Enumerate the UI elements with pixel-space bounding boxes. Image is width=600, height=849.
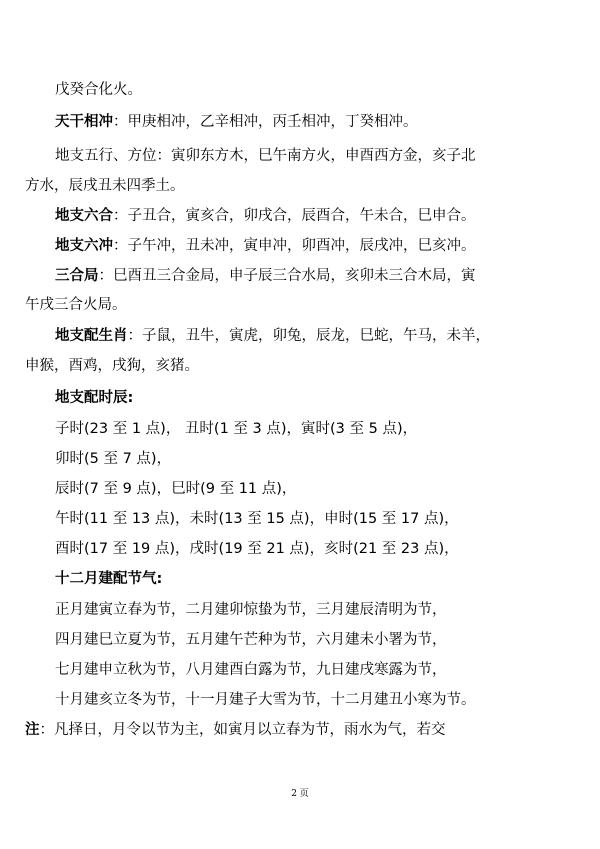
text-line: 地支配生肖：子鼠，丑牛，寅虎，卯兔，辰龙，巳蛇，午马，未羊， (55, 328, 490, 344)
line-label: 三合局 (55, 268, 99, 284)
text-line: 戊癸合化火。 (55, 82, 142, 98)
line-label: 地支六合 (55, 208, 113, 224)
line-label: 十二月建配节气 (55, 571, 157, 587)
text-line: 注：凡择日，月令以节为主，如寅月以立春为节，雨水为气，若交 (25, 722, 446, 738)
text-line: 午戌三合火局。 (25, 297, 127, 313)
text-line: 三合局：巳酉丑三合金局，申子辰三合水局，亥卯未三合木局，寅 (55, 268, 476, 284)
text-line: 十二月建配节气: (55, 571, 163, 587)
line-label: 地支配时辰 (55, 390, 128, 406)
text-line: 正月建寅立春为节，二月建卯惊蛰为节，三月建辰清明为节， (55, 602, 447, 618)
text-line: 地支五行、方位：寅卯东方木，巳午南方火，申酉西方金，亥子北 (55, 148, 476, 164)
text-line: 天干相冲：甲庚相冲，乙辛相冲，丙壬相冲，丁癸相冲。 (55, 114, 418, 130)
text-line: 七月建申立秋为节，八月建酉白露为节，九日建戌寒露为节， (55, 662, 447, 678)
text-line: 卯时(5 至 7 点)， (55, 451, 172, 467)
line-label: 地支六冲 (55, 238, 113, 254)
text-line: 酉时(17 至 19 点)，戌时(19 至 21 点)，亥时(21 至 23 点)， (55, 541, 459, 557)
text-line: 地支六冲：子午冲，丑未冲，寅申冲，卯酉冲，辰戌冲，巳亥冲。 (55, 238, 476, 254)
text-line: 地支配时辰: (55, 390, 134, 406)
text-line: 辰时(7 至 9 点)，巳时(9 至 11 点)， (55, 481, 297, 497)
text-line: 申猴，酉鸡，戌狗，亥猪。 (25, 358, 199, 374)
page-number: 2 页 (291, 789, 309, 799)
line-label: 地支配生肖 (55, 328, 128, 344)
text-line: 午时(11 至 13 点)，未时(13 至 15 点)，申时(15 至 17 点)， (55, 511, 459, 527)
text-line: 十月建亥立冬为节，十一月建子大雪为节，十二月建丑小寒为节。 (55, 692, 476, 708)
line-label: 注 (25, 722, 40, 738)
line-label: 天干相冲 (55, 114, 113, 130)
text-line: 地支六合：子丑合，寅亥合，卯戌合，辰酉合，午未合，巳申合。 (55, 208, 476, 224)
text-line: 四月建巳立夏为节，五月建午芒种为节，六月建未小署为节， (55, 632, 447, 648)
text-line: 方水，辰戌丑未四季土。 (25, 178, 185, 194)
text-line: 子时(23 至 1 点)， 丑时(1 至 3 点)，寅时(3 至 5 点)， (55, 421, 418, 437)
